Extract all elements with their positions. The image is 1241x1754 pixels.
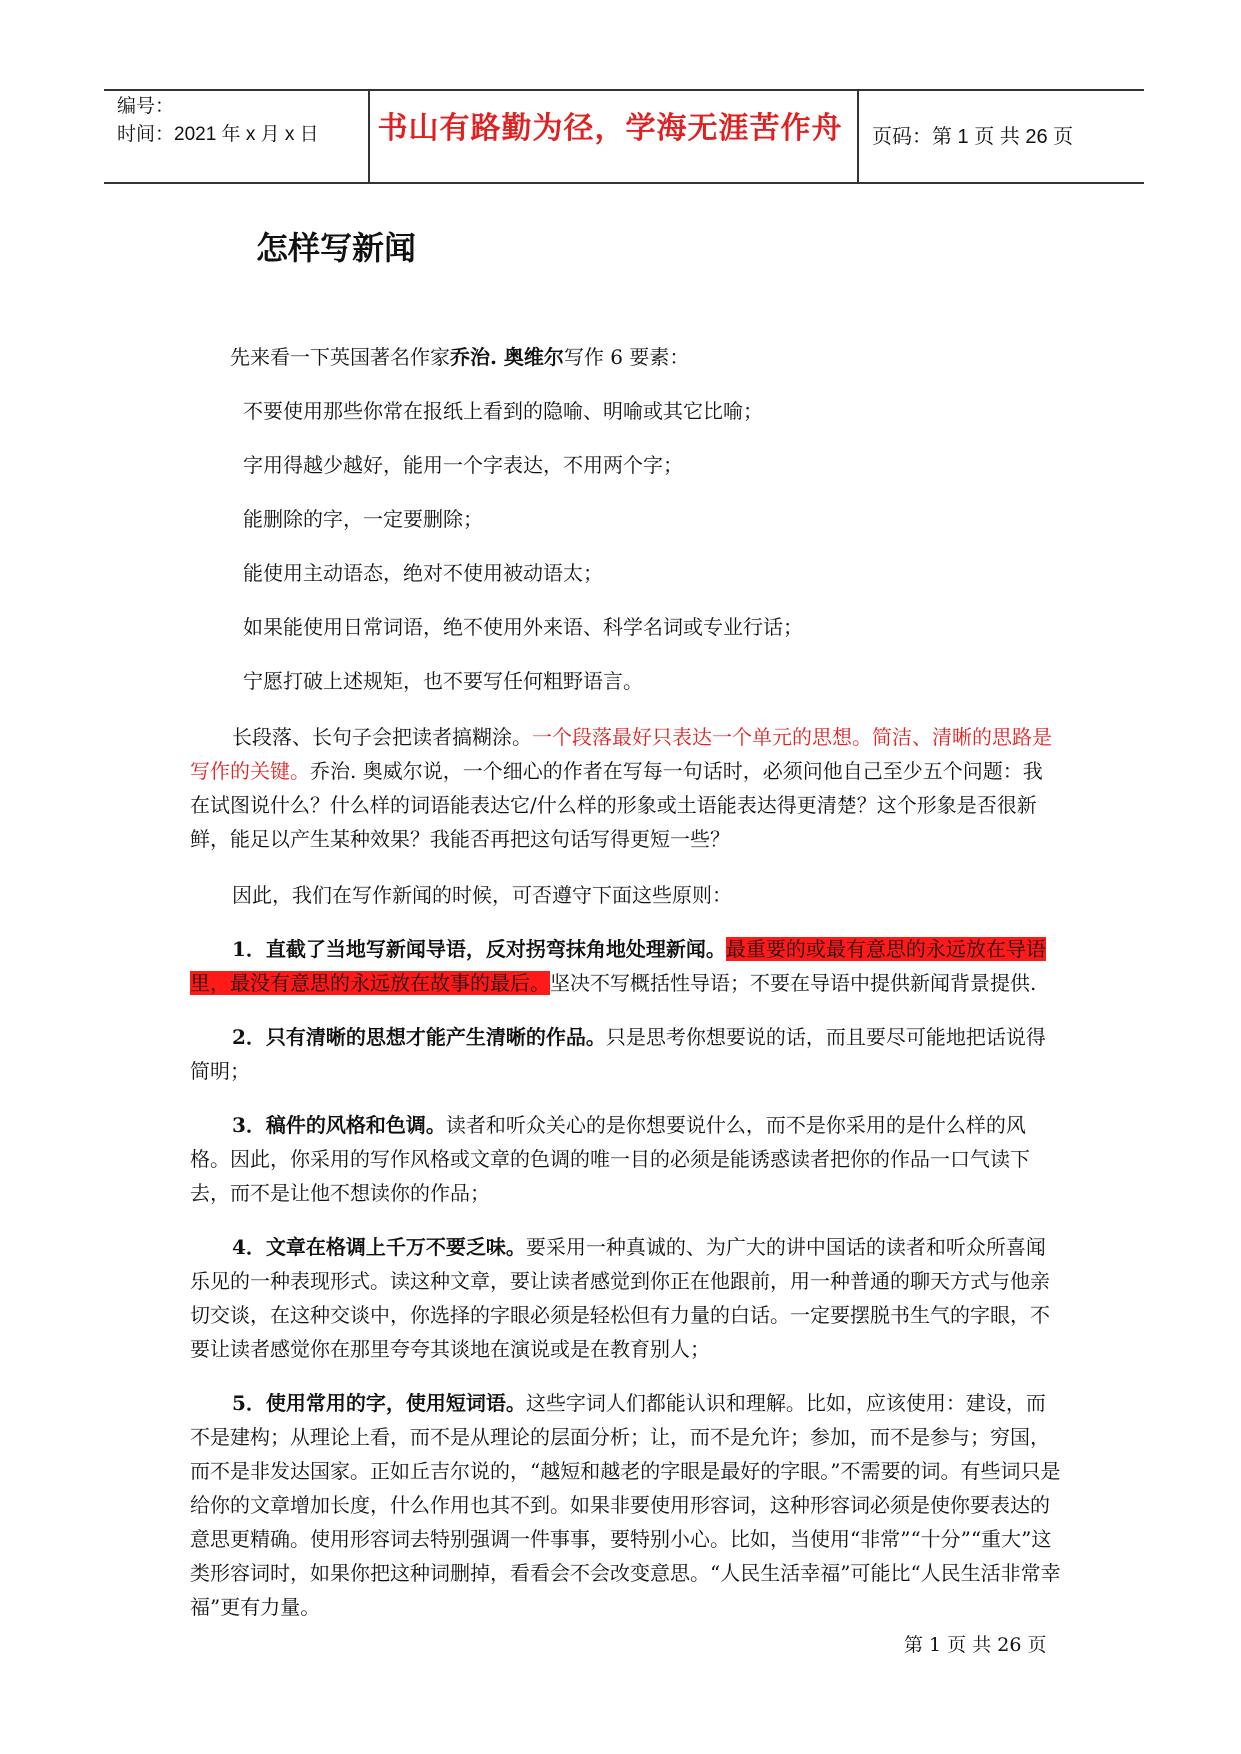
principle-heading: 5．使用常用的字，使用短词语。 [232,1391,526,1415]
red-emphasis-text: 一个段落最好只表达一个单元的思想。简洁、清晰的思路是写作的关键。 [190,725,1052,783]
paragraph-text: 乔治. 奥威尔说，一个细心的作者在写每一句话时，必须问他自己至少五个问题：我在试图说什么？什么样的词语能表达它/什么样的形象或土语能表达得更清楚？这个形象是否很新鲜，能足以产生某种效果？我能否再把这句话写得更短一些？ [190,759,1043,851]
header-divider-right [857,89,859,184]
principle-item-5 [190,1386,1062,1624]
page-footer: 第 1 页 共 26 页 [904,1634,1047,1656]
principle-item-3 [190,1108,1062,1210]
principle-heading: 4．文章在格调上千万不要乏味。 [232,1235,526,1259]
paragraph-text: 长段落、长句子会把读者搞糊涂。 [232,725,532,749]
principle-item-1 [190,932,1062,1000]
principle-heading: 3．稿件的风格和色调。 [232,1113,446,1137]
principle-item-4 [190,1230,1062,1366]
paragraph-long-sentences [190,720,1062,856]
number-label: 编号： [117,96,175,117]
principle-text: 要采用一种真诚的、为广大的讲中国话的读者和听众所喜闻乐见的一种表现形式。读这种文章，要让读者感觉到你正在他跟前，用一种普通的聊天方式与他亲切交谈，在这种交谈中，你选择的字眼必须是轻松但有力量的白话。一定要摆脱书生气的字眼，不要让读者感觉你在那里夸夸其谈地在演说或是在教育别人； [190,1235,1050,1361]
principle-item-2 [190,1020,1062,1088]
header-rule-bottom [104,182,1144,184]
intro-author-name: 乔治. 奥维尔 [450,345,564,369]
rule-item: 能删除的字，一定要删除； [243,507,483,531]
rule-item: 如果能使用日常词语，绝不使用外来语、科学名词或专业行话； [243,615,803,639]
intro-prefix: 先来看一下英国著名作家 [230,345,450,369]
rule-item: 能使用主动语态，绝对不使用被动语太； [243,561,603,585]
principle-text: 读者和听众关心的是你想要说什么，而不是你采用的是什么样的风格。因此，你采用的写作风格或文章的色调的唯一目的必须是能诱惑读者把你的作品一口气读下去，而不是让他不想读你的作品； [190,1113,1030,1205]
principle-text: 坚决不写概括性导语；不要在导语中提供新闻背景提供. [550,971,1037,995]
time-label: 时间：2021 年 x 月 x 日 [117,124,319,145]
header-motto: 书山有路勤为径，学海无涯苦作舟 [377,111,843,146]
document-body [190,340,1062,1624]
principle-text: 只是思考你想要说的话，而且要尽可能地把话说得简明； [190,1025,1046,1083]
header-page-label: 页码：第 1 页 共 26 页 [872,126,1074,148]
paragraph-principles-intro: 因此，我们在写作新闻的时候，可否遵守下面这些原则： [232,883,732,907]
principle-heading: 2．只有清晰的思想才能产生清晰的作品。 [232,1025,606,1049]
header-rule-top [104,89,1144,91]
principle-text: 这些字词人们都能认识和理解。比如，应该使用：建设，而不是建构；从理论上看，而不是从理论的层面分析；让，而不是允许；参加，而不是参与；穷国，而不是非发达国家。正如丘吉尔说的，“越短和越老的字眼是最好的字眼。”不需要的词。有些词只是给你的文章增加长度，什么作用也其不到。如果非要使用形容词，这种形容词必须是使你要表达的意思更精确。使用形容词去特别强调一件事事，要特别小心。比如，当使用“非常”“十分”“重大”这类形容词时，如果你把这种词删掉，看看会不会改变意思。“人民生活幸福”可能比“人民生活非常幸福”更有力量。 [190,1391,1061,1619]
intro-suffix: 写作 6 要素： [563,345,690,369]
principle-heading: 1．直截了当地写新闻导语，反对拐弯抹角地处理新闻。 [232,937,726,961]
document-title: 怎样写新闻 [256,229,417,267]
rule-item: 不要使用那些你常在报纸上看到的隐喻、明喻或其它比喻； [243,399,763,423]
highlighted-text: 最重要的或最有意思的永远放在导语里，最没有意思的永远放在故事的最后。 [190,937,1046,995]
rule-item: 宁愿打破上述规矩，也不要写任何粗野语言。 [243,669,643,693]
intro-paragraph [190,340,1062,374]
rule-item: 字用得越少越好，能用一个字表达，不用两个字； [243,453,683,477]
header-meta [117,93,319,149]
